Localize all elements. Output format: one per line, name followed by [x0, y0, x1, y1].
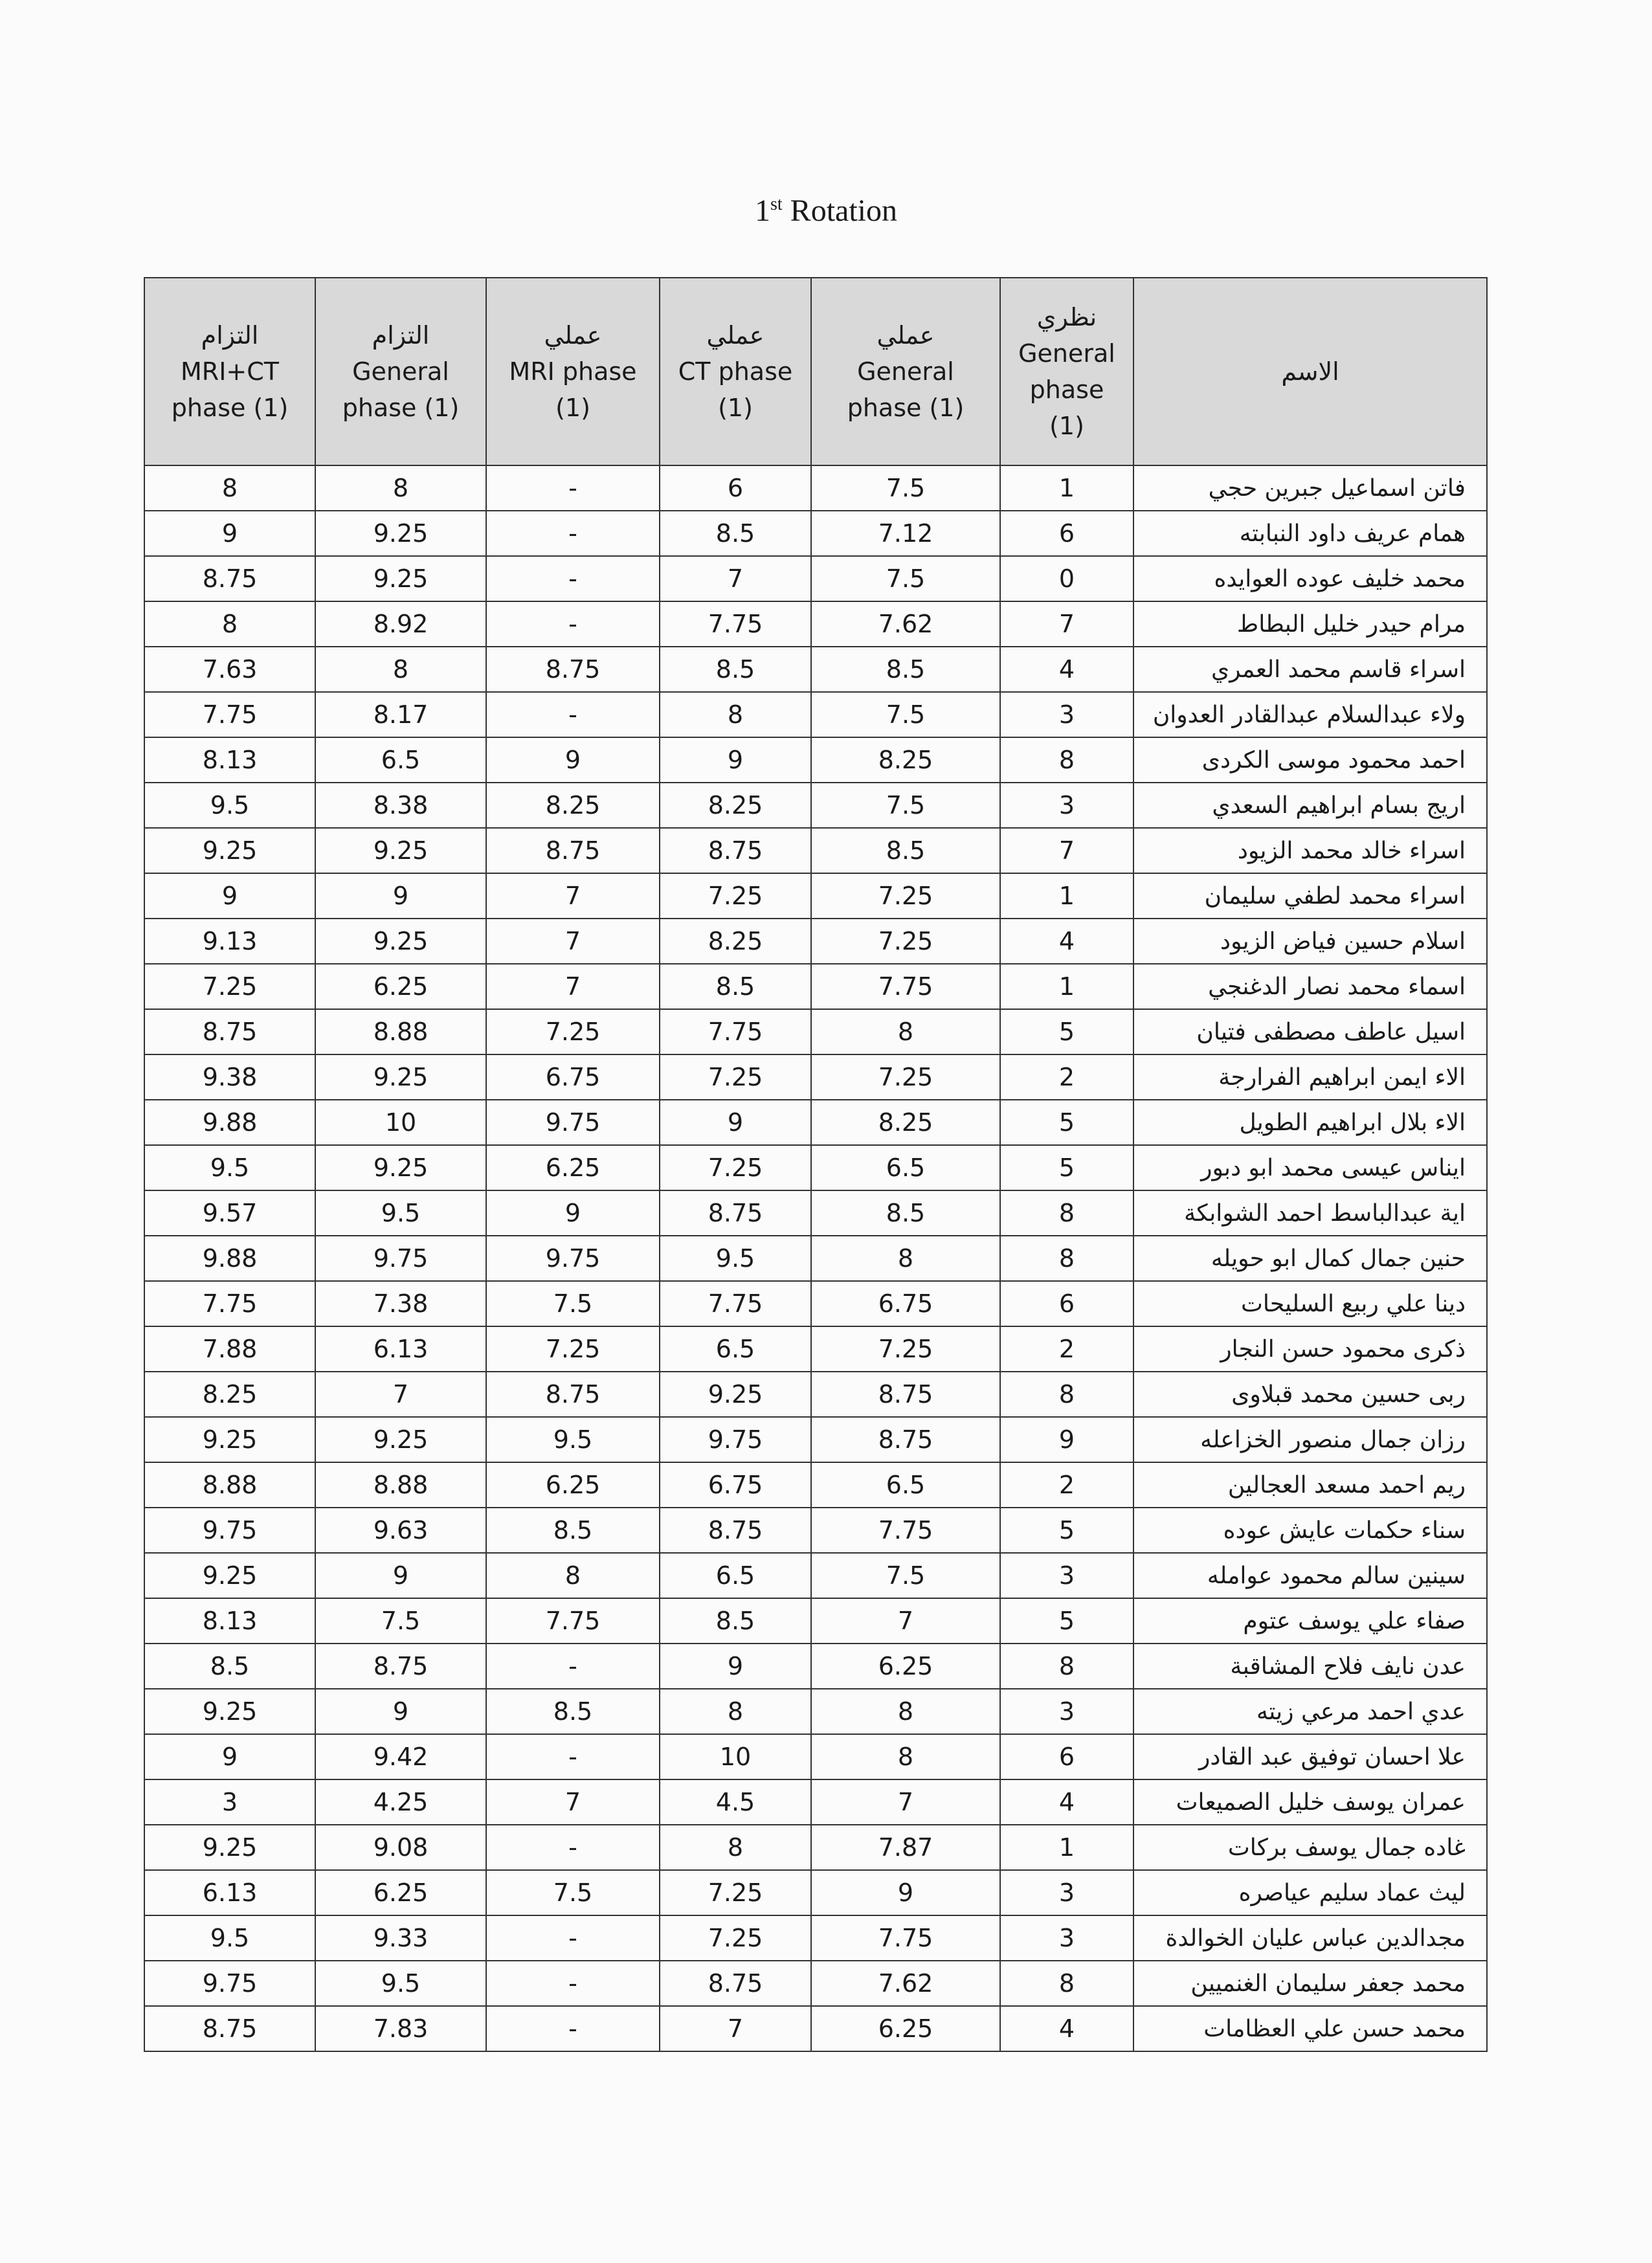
cell-practical-general: 7.5: [811, 465, 1000, 511]
cell-theory-general: 8: [1000, 1644, 1133, 1689]
cell-theory-general: 0: [1000, 556, 1133, 601]
cell-student-name: دينا علي ربيع السليحات: [1133, 1281, 1487, 1326]
cell-commitment-mri-ct: 8.75: [144, 2006, 315, 2051]
table-row: [144, 1508, 1487, 1553]
cell-student-name: اريج بسام ابراهيم السعدي: [1133, 783, 1487, 828]
table-row: [144, 601, 1487, 647]
table-row: [144, 1281, 1487, 1326]
cell-practical-ct: 9.5: [660, 1236, 811, 1281]
header-practical-ct: عملي CT phase (1): [660, 278, 811, 465]
header-commitment-mri-ct: التزام MRI+CT phase (1): [144, 278, 315, 465]
cell-practical-general: 6.25: [811, 2006, 1000, 2051]
header-theory-general: نظري General phase (1): [1000, 278, 1133, 465]
cell-student-name: عدي احمد مرعي زيته: [1133, 1689, 1487, 1734]
cell-theory-general: 8: [1000, 1236, 1133, 1281]
table-row: [144, 737, 1487, 783]
cell-commitment-general: 4.25: [315, 1779, 486, 1825]
cell-practical-general: 8: [811, 1009, 1000, 1054]
cell-practical-mri: -: [486, 1915, 660, 1961]
cell-commitment-mri-ct: 8.13: [144, 737, 315, 783]
table-row: [144, 465, 1487, 511]
cell-commitment-mri-ct: 8.75: [144, 556, 315, 601]
cell-commitment-general: 9.25: [315, 511, 486, 556]
cell-commitment-mri-ct: 8.88: [144, 1462, 315, 1508]
cell-theory-general: 7: [1000, 828, 1133, 873]
table-row: [144, 964, 1487, 1009]
cell-practical-ct: 9.25: [660, 1372, 811, 1417]
header-practical-mri: عملي MRI phase (1): [486, 278, 660, 465]
cell-commitment-general: 9.25: [315, 828, 486, 873]
cell-practical-ct: 9: [660, 1100, 811, 1145]
cell-practical-mri: 9: [486, 737, 660, 783]
cell-practical-mri: -: [486, 1825, 660, 1870]
cell-practical-ct: 6: [660, 465, 811, 511]
cell-commitment-general: 7.38: [315, 1281, 486, 1326]
cell-theory-general: 8: [1000, 1961, 1133, 2006]
cell-commitment-mri-ct: 7.75: [144, 692, 315, 737]
cell-practical-ct: 7.75: [660, 601, 811, 647]
cell-practical-ct: 8.25: [660, 783, 811, 828]
table-row: [144, 1598, 1487, 1644]
table-row: [144, 1553, 1487, 1598]
cell-practical-general: 8: [811, 1236, 1000, 1281]
cell-commitment-general: 8.38: [315, 783, 486, 828]
cell-practical-mri: -: [486, 556, 660, 601]
cell-commitment-general: 9.25: [315, 1054, 486, 1100]
cell-theory-general: 6: [1000, 511, 1133, 556]
cell-commitment-mri-ct: 3: [144, 1779, 315, 1825]
cell-theory-general: 4: [1000, 1779, 1133, 1825]
cell-student-name: ريم احمد مسعد العجالين: [1133, 1462, 1487, 1508]
cell-practical-mri: 7.25: [486, 1326, 660, 1372]
cell-practical-mri: 8.75: [486, 1372, 660, 1417]
cell-practical-mri: 7.5: [486, 1870, 660, 1915]
cell-commitment-mri-ct: 9.38: [144, 1054, 315, 1100]
cell-practical-general: 7.25: [811, 919, 1000, 964]
cell-practical-mri: 9.5: [486, 1417, 660, 1462]
cell-practical-mri: 7: [486, 964, 660, 1009]
table-row: [144, 1870, 1487, 1915]
cell-practical-general: 7: [811, 1779, 1000, 1825]
cell-commitment-mri-ct: 9: [144, 511, 315, 556]
cell-commitment-general: 8: [315, 465, 486, 511]
cell-practical-general: 7.75: [811, 1915, 1000, 1961]
cell-student-name: عدن نايف فلاح المشاقبة: [1133, 1644, 1487, 1689]
cell-practical-mri: 8.5: [486, 1689, 660, 1734]
title-ordinal: st: [770, 194, 783, 214]
cell-commitment-general: 7.83: [315, 2006, 486, 2051]
cell-commitment-mri-ct: 9.13: [144, 919, 315, 964]
cell-student-name: ربى حسين محمد قبلاوى: [1133, 1372, 1487, 1417]
cell-practical-ct: 9.75: [660, 1417, 811, 1462]
cell-practical-mri: -: [486, 1734, 660, 1779]
cell-commitment-general: 9: [315, 1553, 486, 1598]
table-row: [144, 1825, 1487, 1870]
cell-practical-ct: 7.75: [660, 1009, 811, 1054]
cell-practical-general: 8.5: [811, 647, 1000, 692]
cell-commitment-mri-ct: 9.57: [144, 1190, 315, 1236]
cell-practical-ct: 8: [660, 692, 811, 737]
cell-student-name: اسماء محمد نصار الدغنجي: [1133, 964, 1487, 1009]
cell-commitment-general: 6.5: [315, 737, 486, 783]
cell-practical-general: 6.25: [811, 1644, 1000, 1689]
table-row: [144, 783, 1487, 828]
cell-practical-general: 6.5: [811, 1145, 1000, 1190]
cell-practical-ct: 8.25: [660, 919, 811, 964]
cell-practical-ct: 7.75: [660, 1281, 811, 1326]
cell-practical-ct: 8.5: [660, 964, 811, 1009]
cell-commitment-general: 8.88: [315, 1462, 486, 1508]
cell-practical-general: 7.25: [811, 1326, 1000, 1372]
cell-practical-ct: 8: [660, 1825, 811, 1870]
cell-student-name: عمران يوسف خليل الصميعات: [1133, 1779, 1487, 1825]
cell-practical-general: 7.87: [811, 1825, 1000, 1870]
table-row: [144, 1372, 1487, 1417]
cell-practical-mri: 7: [486, 1779, 660, 1825]
table-row: [144, 1734, 1487, 1779]
header-practical-general: عملي General phase (1): [811, 278, 1000, 465]
cell-theory-general: 3: [1000, 783, 1133, 828]
cell-commitment-general: 8.92: [315, 601, 486, 647]
cell-commitment-mri-ct: 8.25: [144, 1372, 315, 1417]
cell-practical-ct: 6.5: [660, 1326, 811, 1372]
cell-student-name: محمد خليف عوده العوايده: [1133, 556, 1487, 601]
table-row: [144, 919, 1487, 964]
cell-commitment-mri-ct: 7.88: [144, 1326, 315, 1372]
cell-theory-general: 1: [1000, 964, 1133, 1009]
cell-practical-ct: 8: [660, 1689, 811, 1734]
cell-practical-mri: 8.75: [486, 647, 660, 692]
cell-theory-general: 5: [1000, 1009, 1133, 1054]
cell-practical-ct: 8.5: [660, 511, 811, 556]
cell-student-name: اسراء قاسم محمد العمري: [1133, 647, 1487, 692]
cell-practical-general: 8.75: [811, 1372, 1000, 1417]
cell-practical-mri: 7: [486, 919, 660, 964]
cell-commitment-mri-ct: 9.5: [144, 1145, 315, 1190]
table-row: [144, 1462, 1487, 1508]
cell-practical-general: 8: [811, 1734, 1000, 1779]
cell-student-name: ليث عماد سليم عياصره: [1133, 1870, 1487, 1915]
cell-practical-mri: 7.75: [486, 1598, 660, 1644]
cell-commitment-mri-ct: 9.25: [144, 828, 315, 873]
cell-student-name: الاء ايمن ابراهيم الفرارجة: [1133, 1054, 1487, 1100]
cell-commitment-general: 9.25: [315, 556, 486, 601]
cell-practical-general: 8: [811, 1689, 1000, 1734]
cell-practical-mri: -: [486, 511, 660, 556]
cell-practical-mri: -: [486, 1961, 660, 2006]
cell-practical-mri: 6.25: [486, 1145, 660, 1190]
cell-practical-mri: 7.5: [486, 1281, 660, 1326]
cell-commitment-mri-ct: 8.5: [144, 1644, 315, 1689]
cell-student-name: اسيل عاطف مصطفى فتيان: [1133, 1009, 1487, 1054]
cell-theory-general: 9: [1000, 1417, 1133, 1462]
cell-commitment-general: 6.25: [315, 964, 486, 1009]
table-row: [144, 511, 1487, 556]
cell-commitment-mri-ct: 8: [144, 465, 315, 511]
cell-theory-general: 4: [1000, 919, 1133, 964]
cell-practical-ct: 7: [660, 2006, 811, 2051]
cell-practical-general: 6.5: [811, 1462, 1000, 1508]
cell-practical-mri: 9: [486, 1190, 660, 1236]
cell-practical-general: 7.62: [811, 601, 1000, 647]
cell-commitment-mri-ct: 6.13: [144, 1870, 315, 1915]
cell-commitment-general: 9.75: [315, 1236, 486, 1281]
cell-practical-general: 7.5: [811, 1553, 1000, 1598]
table-row: [144, 1145, 1487, 1190]
cell-commitment-mri-ct: 7.25: [144, 964, 315, 1009]
cell-student-name: رزان جمال منصور الخزاعله: [1133, 1417, 1487, 1462]
cell-theory-general: 4: [1000, 2006, 1133, 2051]
cell-practical-general: 7.5: [811, 556, 1000, 601]
header-row: [144, 278, 1487, 465]
cell-practical-mri: -: [486, 2006, 660, 2051]
cell-commitment-general: 9: [315, 1689, 486, 1734]
table-row: [144, 692, 1487, 737]
cell-practical-mri: 7: [486, 873, 660, 919]
header-commitment-general: التزام General phase (1): [315, 278, 486, 465]
cell-theory-general: 5: [1000, 1145, 1133, 1190]
cell-student-name: ايناس عيسى محمد ابو دبور: [1133, 1145, 1487, 1190]
cell-student-name: اسراء خالد محمد الزيود: [1133, 828, 1487, 873]
cell-practical-mri: -: [486, 465, 660, 511]
cell-practical-ct: 8.5: [660, 647, 811, 692]
cell-commitment-general: 7: [315, 1372, 486, 1417]
cell-commitment-general: 9.25: [315, 1417, 486, 1462]
table-row: [144, 1915, 1487, 1961]
cell-commitment-general: 7.5: [315, 1598, 486, 1644]
cell-student-name: همام عريف داود النبابته: [1133, 511, 1487, 556]
cell-practical-general: 8.5: [811, 1190, 1000, 1236]
cell-practical-general: 7.75: [811, 1508, 1000, 1553]
cell-student-name: علا احسان توفيق عبد القادر: [1133, 1734, 1487, 1779]
cell-practical-mri: 9.75: [486, 1100, 660, 1145]
cell-theory-general: 8: [1000, 1372, 1133, 1417]
cell-practical-mri: 6.25: [486, 1462, 660, 1508]
cell-practical-ct: 8.5: [660, 1598, 811, 1644]
cell-practical-ct: 7: [660, 556, 811, 601]
cell-practical-mri: 8: [486, 1553, 660, 1598]
cell-student-name: اسلام حسين فياض الزيود: [1133, 919, 1487, 964]
cell-practical-general: 7.5: [811, 692, 1000, 737]
cell-commitment-mri-ct: 9.25: [144, 1825, 315, 1870]
cell-student-name: فاتن اسماعيل جبرين حجي: [1133, 465, 1487, 511]
cell-commitment-mri-ct: 8.75: [144, 1009, 315, 1054]
title-number: 1: [754, 194, 770, 228]
table-row: [144, 1236, 1487, 1281]
header-name: الاسم: [1133, 278, 1487, 465]
cell-student-name: حنين جمال كمال ابو حويله: [1133, 1236, 1487, 1281]
cell-commitment-general: 9.33: [315, 1915, 486, 1961]
table-row: [144, 873, 1487, 919]
cell-practical-ct: 7.25: [660, 1870, 811, 1915]
cell-commitment-mri-ct: 7.63: [144, 647, 315, 692]
cell-commitment-general: 9.5: [315, 1961, 486, 2006]
cell-theory-general: 3: [1000, 1689, 1133, 1734]
cell-student-name: اسراء محمد لطفي سليمان: [1133, 873, 1487, 919]
cell-practical-general: 9: [811, 1870, 1000, 1915]
cell-practical-mri: 7.25: [486, 1009, 660, 1054]
cell-student-name: غاده جمال يوسف بركات: [1133, 1825, 1487, 1870]
cell-commitment-mri-ct: 7.75: [144, 1281, 315, 1326]
table-row: [144, 647, 1487, 692]
table-row: [144, 1644, 1487, 1689]
cell-commitment-mri-ct: 9.5: [144, 783, 315, 828]
cell-commitment-mri-ct: 8: [144, 601, 315, 647]
cell-commitment-mri-ct: 9.25: [144, 1689, 315, 1734]
table-row: [144, 1779, 1487, 1825]
table-row: [144, 1100, 1487, 1145]
cell-commitment-general: 9.25: [315, 1145, 486, 1190]
cell-commitment-general: 6.25: [315, 1870, 486, 1915]
cell-practical-general: 7.25: [811, 1054, 1000, 1100]
cell-student-name: صفاء علي يوسف عتوم: [1133, 1598, 1487, 1644]
table-row: [144, 1689, 1487, 1734]
cell-practical-ct: 9: [660, 737, 811, 783]
cell-theory-general: 2: [1000, 1462, 1133, 1508]
cell-commitment-general: 8: [315, 647, 486, 692]
cell-practical-ct: 7.25: [660, 873, 811, 919]
cell-theory-general: 3: [1000, 692, 1133, 737]
cell-student-name: محمد حسن علي العظامات: [1133, 2006, 1487, 2051]
cell-theory-general: 3: [1000, 1553, 1133, 1598]
table-row: [144, 1009, 1487, 1054]
cell-practical-ct: 7.25: [660, 1054, 811, 1100]
cell-commitment-mri-ct: 9.25: [144, 1417, 315, 1462]
cell-commitment-general: 9.25: [315, 919, 486, 964]
cell-commitment-general: 9.08: [315, 1825, 486, 1870]
cell-commitment-general: 8.17: [315, 692, 486, 737]
cell-practical-ct: 4.5: [660, 1779, 811, 1825]
cell-commitment-mri-ct: 9.88: [144, 1236, 315, 1281]
cell-commitment-mri-ct: 9: [144, 1734, 315, 1779]
cell-student-name: مرام حيدر خليل البطاط: [1133, 601, 1487, 647]
cell-theory-general: 6: [1000, 1281, 1133, 1326]
table-row: [144, 828, 1487, 873]
cell-practical-ct: 10: [660, 1734, 811, 1779]
table-row: [144, 1961, 1487, 2006]
cell-commitment-mri-ct: 8.13: [144, 1598, 315, 1644]
cell-commitment-general: 9.5: [315, 1190, 486, 1236]
cell-theory-general: 8: [1000, 737, 1133, 783]
cell-theory-general: 6: [1000, 1734, 1133, 1779]
cell-practical-ct: 6.75: [660, 1462, 811, 1508]
cell-theory-general: 7: [1000, 601, 1133, 647]
cell-practical-general: 8.75: [811, 1417, 1000, 1462]
cell-practical-mri: -: [486, 1644, 660, 1689]
cell-theory-general: 8: [1000, 1190, 1133, 1236]
cell-practical-ct: 7.25: [660, 1915, 811, 1961]
cell-student-name: سينين سالم محمود عوامله: [1133, 1553, 1487, 1598]
grades-body: [144, 465, 1487, 2051]
cell-student-name: ذكرى محمود حسن النجار: [1133, 1326, 1487, 1372]
table-row: [144, 1190, 1487, 1236]
cell-commitment-general: 6.13: [315, 1326, 486, 1372]
cell-commitment-mri-ct: 9.88: [144, 1100, 315, 1145]
cell-student-name: ولاء عبدالسلام عبدالقادر العدوان: [1133, 692, 1487, 737]
cell-practical-mri: 8.75: [486, 828, 660, 873]
cell-commitment-general: 8.88: [315, 1009, 486, 1054]
cell-practical-general: 7.62: [811, 1961, 1000, 2006]
cell-practical-general: 7.12: [811, 511, 1000, 556]
cell-practical-mri: 8.25: [486, 783, 660, 828]
cell-practical-general: 6.75: [811, 1281, 1000, 1326]
cell-theory-general: 2: [1000, 1054, 1133, 1100]
cell-practical-mri: 8.5: [486, 1508, 660, 1553]
cell-theory-general: 5: [1000, 1508, 1133, 1553]
cell-commitment-mri-ct: 9: [144, 873, 315, 919]
page-title: [0, 193, 1652, 229]
cell-practical-general: 7.75: [811, 964, 1000, 1009]
cell-commitment-general: 9.42: [315, 1734, 486, 1779]
cell-commitment-general: 9: [315, 873, 486, 919]
cell-student-name: الاء بلال ابراهيم الطويل: [1133, 1100, 1487, 1145]
grades-table: [144, 277, 1488, 2052]
cell-commitment-general: 10: [315, 1100, 486, 1145]
cell-theory-general: 5: [1000, 1598, 1133, 1644]
table-row: [144, 556, 1487, 601]
cell-student-name: اية عبدالباسط احمد الشوابكة: [1133, 1190, 1487, 1236]
cell-practical-ct: 9: [660, 1644, 811, 1689]
cell-theory-general: 1: [1000, 873, 1133, 919]
cell-practical-mri: 6.75: [486, 1054, 660, 1100]
cell-theory-general: 1: [1000, 465, 1133, 511]
table-row: [144, 1417, 1487, 1462]
cell-practical-mri: -: [486, 692, 660, 737]
table-row: [144, 2006, 1487, 2051]
cell-practical-ct: 8.75: [660, 828, 811, 873]
cell-student-name: محمد جعفر سليمان الغنميين: [1133, 1961, 1487, 2006]
cell-theory-general: 5: [1000, 1100, 1133, 1145]
cell-practical-general: 7.25: [811, 873, 1000, 919]
cell-commitment-mri-ct: 9.25: [144, 1553, 315, 1598]
cell-practical-ct: 8.75: [660, 1961, 811, 2006]
cell-practical-general: 8.5: [811, 828, 1000, 873]
cell-commitment-general: 9.63: [315, 1508, 486, 1553]
cell-theory-general: 1: [1000, 1825, 1133, 1870]
cell-practical-mri: 9.75: [486, 1236, 660, 1281]
cell-commitment-mri-ct: 9.5: [144, 1915, 315, 1961]
cell-student-name: مجدالدين عباس عليان الخوالدة: [1133, 1915, 1487, 1961]
cell-student-name: سناء حكمات عايش عوده: [1133, 1508, 1487, 1553]
cell-practical-ct: 8.75: [660, 1190, 811, 1236]
cell-practical-general: 8.25: [811, 1100, 1000, 1145]
cell-theory-general: 3: [1000, 1870, 1133, 1915]
cell-practical-general: 8.25: [811, 737, 1000, 783]
cell-practical-general: 7.5: [811, 783, 1000, 828]
cell-practical-mri: -: [486, 601, 660, 647]
cell-commitment-mri-ct: 9.75: [144, 1508, 315, 1553]
cell-theory-general: 3: [1000, 1915, 1133, 1961]
cell-theory-general: 2: [1000, 1326, 1133, 1372]
cell-commitment-mri-ct: 9.75: [144, 1961, 315, 2006]
table-row: [144, 1326, 1487, 1372]
cell-practical-ct: 6.5: [660, 1553, 811, 1598]
cell-theory-general: 4: [1000, 647, 1133, 692]
cell-practical-general: 7: [811, 1598, 1000, 1644]
cell-practical-ct: 7.25: [660, 1145, 811, 1190]
cell-student-name: احمد محمود موسى الكردى: [1133, 737, 1487, 783]
cell-commitment-general: 8.75: [315, 1644, 486, 1689]
cell-practical-ct: 8.75: [660, 1508, 811, 1553]
table-row: [144, 1054, 1487, 1100]
title-rest: Rotation: [782, 194, 897, 228]
